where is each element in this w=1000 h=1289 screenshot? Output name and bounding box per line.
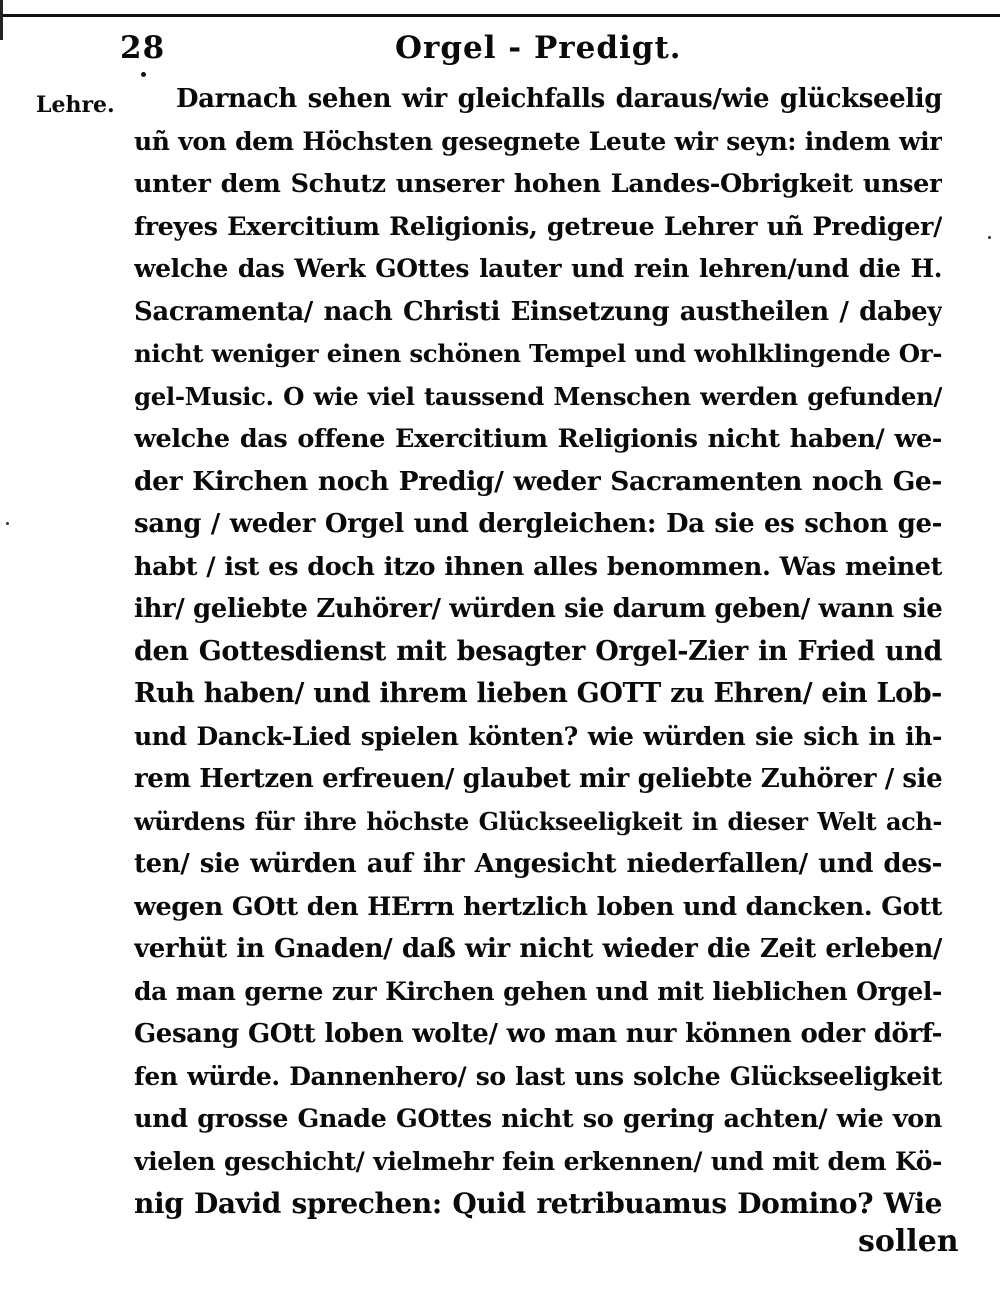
text-line: nig David sprechen: Quid retribuamus Domino? Wie [134, 1187, 942, 1220]
text-line: nicht weniger einen schönen Tempel und wohlklingende Or- [134, 339, 942, 368]
text-line: vielen geschicht/ vielmehr fein erkennen/ und mit dem Kö- [134, 1146, 942, 1176]
text-line: da man gerne zur Kirchen gehen und mit lieblichen Orgel- [134, 976, 942, 1006]
text-line: unter dem Schutz unserer hohen Landes-Obrigkeit unser [134, 169, 942, 199]
text-line: den Gottesdienst mit besagter Orgel-Zier in Fried und [134, 635, 942, 667]
margin-note: Lehre. [36, 92, 115, 118]
body-text [134, 78, 942, 1226]
text-line: verhüt in Gnaden/ daß wir nicht wieder die Zeit erleben/ [134, 934, 942, 964]
text-line: fen würde. Dannenhero/ so last uns solche Glückseeligkeit [134, 1061, 942, 1091]
text-line: welche das offene Exercitium Religionis nicht haben/ we- [134, 424, 942, 454]
text-line: uñ von dem Höchsten gesegnete Leute wir seyn: indem wir [134, 126, 942, 156]
text-line: welche das Werk GOttes lauter und rein lehren/und die H. [134, 254, 942, 283]
text-line: Ruh haben/ und ihrem lieben GOTT zu Ehren/ ein Lob- [134, 678, 942, 709]
page-number: 28 [120, 30, 166, 66]
text-line: Sacramenta/ nach Christi Einsetzung austheilen / dabey [134, 296, 942, 327]
text-line: Darnach sehen wir gleichfalls daraus/wie glückseelig [176, 84, 942, 114]
text-line: rem Hertzen erfreuen/ glaubet mir geliebte Zuhörer / sie [134, 764, 942, 794]
top-border-rule [0, 14, 1000, 17]
text-line: der Kirchen noch Predig/ weder Sacramenten noch Ge- [134, 465, 942, 497]
text-line: würdens für ihre höchste Glückseeligkeit in dieser Welt ach- [134, 806, 942, 836]
text-line: habt / ist es doch itzo ihnen alles benommen. Was meinet [134, 551, 942, 582]
scan-speck [6, 522, 9, 525]
text-line: und Danck-Lied spielen könten? wie würden sie sich in ih- [134, 721, 942, 751]
text-line: und grosse Gnade GOttes nicht so gering achten/ wie von [134, 1104, 942, 1134]
text-line: sang / weder Orgel und dergleichen: Da sie es schon ge- [134, 509, 942, 539]
running-head: Orgel - Predigt. [395, 30, 682, 66]
text-line: freyes Exercitium Religionis, getreue Lehrer uñ Prediger/ [134, 211, 942, 242]
text-line: wegen GOtt den HErrn hertzlich loben und dancken. Gott [134, 891, 942, 922]
margin-dot [141, 72, 146, 77]
text-line: gel-Music. O wie viel taussend Menschen werden gefunden/ [134, 381, 942, 411]
scan-speck [988, 236, 991, 239]
page-header [0, 30, 1000, 74]
text-line: Gesang GOtt loben wolte/ wo man nur können oder dörf- [134, 1019, 942, 1049]
text-line: ihr/ geliebte Zuhörer/ würden sie darum geben/ wann sie [134, 594, 942, 624]
catchword: sollen [858, 1224, 959, 1259]
text-line: ten/ sie würden auf ihr Angesicht niederfallen/ und des- [134, 849, 942, 879]
